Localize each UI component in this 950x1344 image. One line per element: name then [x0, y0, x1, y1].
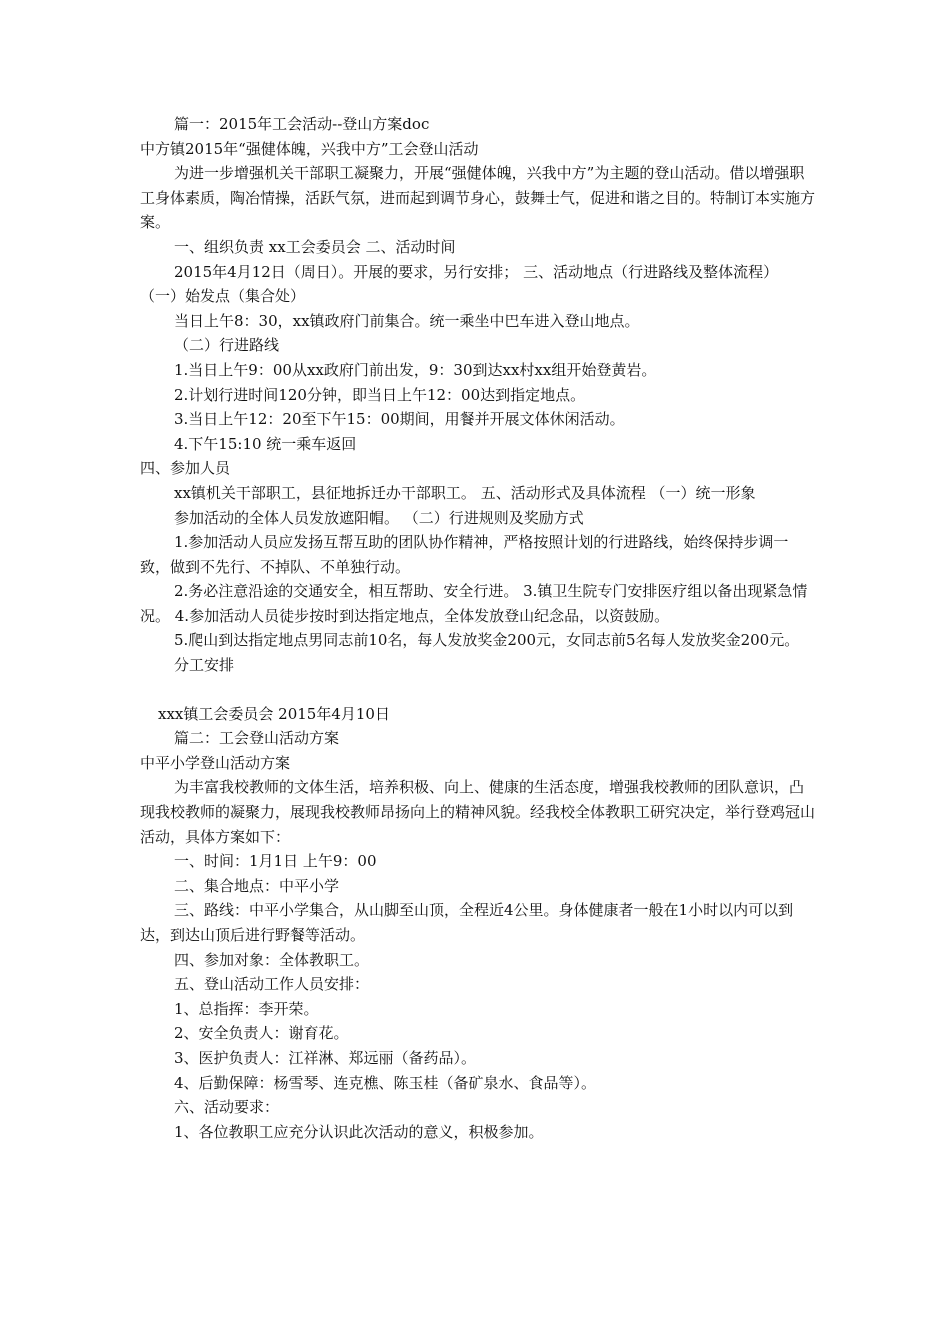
paragraph: 当日上午8：30，xx镇政府门前集合。统一乘坐中巴车进入登山地点。 — [174, 311, 640, 330]
paragraph: 4.下午15:10 统一乘车返回 — [174, 434, 357, 453]
paragraph: 四、参加对象：全体教职工。 — [174, 950, 370, 969]
paragraph: 一、时间：1月1日 上午9：00 — [174, 852, 377, 871]
paragraph: 2015年4月12日（周日）。开展的要求，另行安排； 三、活动地点（行进路线及整体流程） （一）始发点（集合处） — [140, 262, 779, 306]
document-body — [140, 112, 818, 1144]
paragraph: 1.当日上午9：00从xx政府门前出发，9：30到达xx村xx组开始登黄岩。 — [174, 360, 657, 379]
paragraph: 分工安排 — [174, 656, 235, 675]
paragraph: 5.爬山到达指定地点男同志前10名，每人发放奖金200元，女同志前5名每人发放奖金200元。 — [174, 631, 800, 650]
paragraph: 1、各位教职工应充分认识此次活动的意义，积极参加。 — [174, 1122, 544, 1141]
blank-line — [140, 678, 818, 702]
paragraph: 3.当日上午12：20至下午15：00期间，用餐并开展文体休闲活动。 — [174, 410, 625, 429]
paragraph: 五、登山活动工作人员安排： — [174, 975, 370, 994]
paragraph: 四、参加人员 — [140, 459, 231, 478]
paragraph: （二）行进路线 — [174, 336, 280, 355]
paragraph: 三、路线：中平小学集合，从山脚至山顶，全程近4公里。身体健康者一般在1小时以内可以到达，到达山顶后进行野餐等活动。 — [140, 901, 794, 944]
paragraph: xx镇机关干部职工，县征地拆迁办干部职工。 五、活动形式及具体流程 （一）统一形象 — [174, 483, 756, 502]
paragraph: 2.计划行进时间120分钟，即当日上午12：00达到指定地点。 — [174, 385, 586, 404]
paragraph: 参加活动的全体人员发放遮阳帽。 （二）行进规则及奖励方式 — [174, 508, 584, 527]
paragraph: 二、集合地点：中平小学 — [174, 876, 340, 895]
paragraph: 中平小学登山活动方案 — [140, 753, 291, 772]
paragraph: 2、安全负责人：谢育花。 — [174, 1024, 349, 1043]
paragraph: xxx镇工会委员会 2015年4月10日 — [158, 704, 390, 723]
paragraph: 2.务必注意沿途的交通安全，相互帮助、安全行进。 3.镇卫生院专门安排医疗组以备出现紧急情况。 4.参加活动人员徒步按时到达指定地点，全体发放登山纪念品，以资鼓励。 — [140, 582, 808, 625]
paragraph: 1、总指挥：李开荣。 — [174, 999, 319, 1018]
paragraph: 3、医护负责人：江祥淋、郑远丽（备药品）。 — [174, 1048, 477, 1067]
paragraph: 中方镇2015年“强健体魄，兴我中方”工会登山活动 — [140, 139, 479, 158]
paragraph: 六、活动要求： — [174, 1098, 280, 1117]
paragraph: 4、后勤保障：杨雪琴、连克樵、陈玉桂（备矿泉水、食品等）。 — [174, 1073, 597, 1092]
paragraph: 一、组织负责 xx工会委员会 二、活动时间 — [174, 237, 456, 256]
paragraph: 为进一步增强机关干部职工凝聚力，开展“强健体魄，兴我中方”为主题的登山活动。借以增强职工身体素质，陶冶情操，活跃气氛，进而起到调节身心，鼓舞士气，促进和谐之目的。特制订本实施方案。 — [140, 164, 816, 232]
paragraph: 为丰富我校教师的文体生活，培养积极、向上、健康的生活态度，增强我校教师的团队意识，凸现我校教师的凝聚力，展现我校教师昂扬向上的精神风貌。经我校全体教职工研究决定，举行登鸡冠山活动，具体方案如下： — [140, 778, 816, 846]
paragraph: 篇二：工会登山活动方案 — [174, 729, 340, 748]
paragraph: 1.参加活动人员应发扬互帮互助的团队协作精神，严格按照计划的行进路线，始终保持步调一致，做到不先行、不掉队、不单独行动。 — [140, 533, 789, 576]
paragraph: 篇一：2015年工会活动--登山方案doc — [174, 115, 430, 133]
